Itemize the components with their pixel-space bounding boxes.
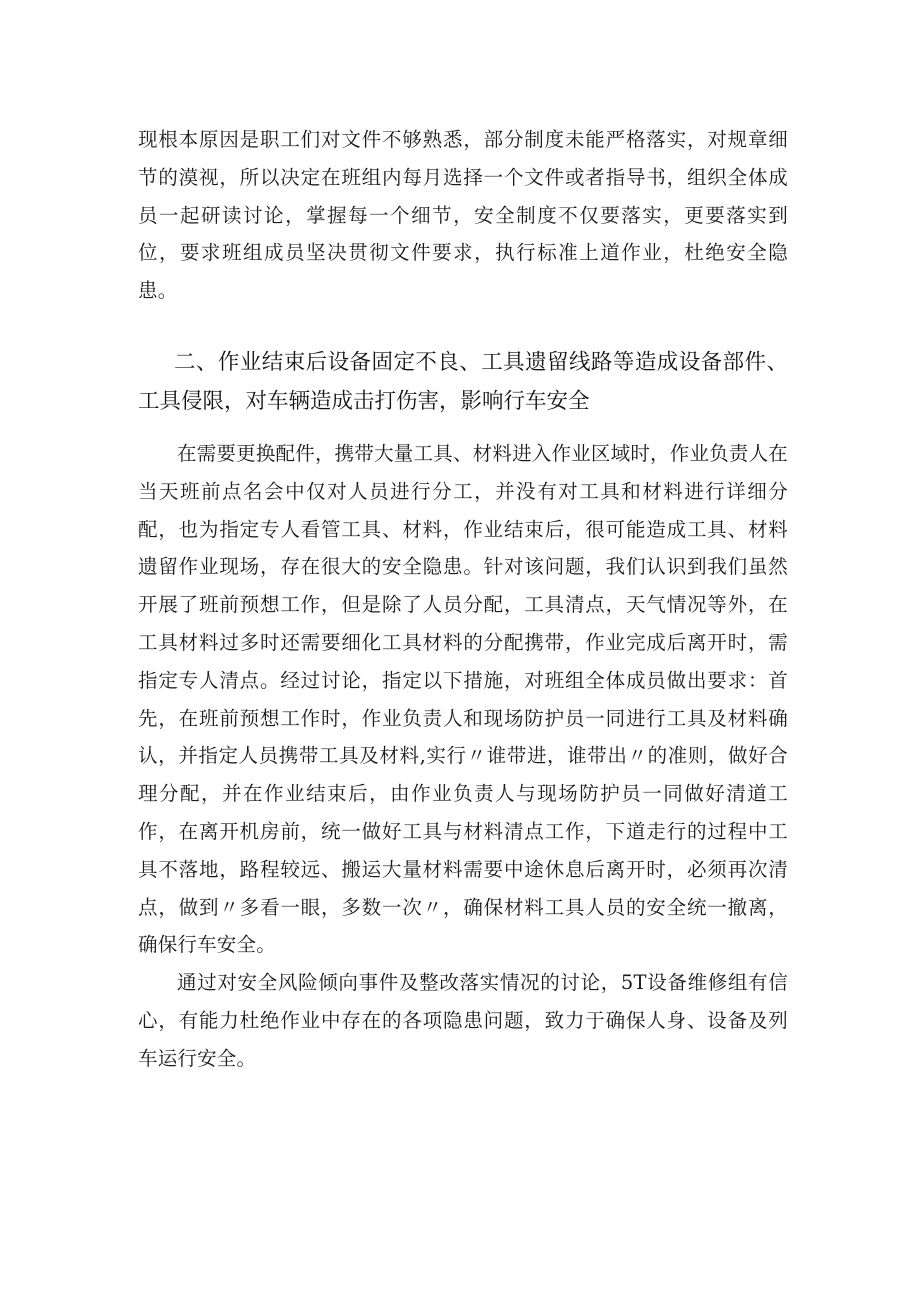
paragraph-continuation: 现根本原因是职工们对文件不够熟悉，部分制度未能严格落实，对规章细节的漠视，所以决定在班组内每月选择一个文件或者指导书，组织全体成员一起研读讨论，掌握每一个细节，安全制度不仅要落实，更要落实到位，要求班组成员坚决贯彻文件要求，执行标准上道作业，杜绝安全隐患。 — [138, 128, 788, 303]
paragraph-tools-measures: 在需要更换配件，携带大量工具、材料进入作业区域时，作业负责人在当天班前点名会中仅对人员进行分工，并没有对工具和材料进行详细分配，也为指定专人看管工具、材料，作业结束后，很可能造成工具、材料遗留作业现场，存在很大的安全隐患。针对该问题，我们认识到我们虽然开展了班前预想工作，但是除了人员分配，工具清点，天气情况等外，在工具材料过多时还需要细化工具材料的分配携带，作业完成后离开时，需指定专人清点。经过讨论，指定以下措施，对班组全体成员做出要求：首先，在班前预想工作时，作业负责人和现场防护员一同进行工具及材料确认，并指定人员携带工具及材料,实行〃谁带进，谁带出〃的准则，做好合理分配，并在作业结束后，由作业负责人与现场防护员一同做好清道工作，在离开机房前，统一做好工具与材料清点工作，下道走行的过程中工具不落地，路程较远、搬运大量材料需要中途休息后离开时，必须再次清点，做到〃多看一眼，多数一次〃，确保材料工具人员的安全统一撤离，确保行车安全。 — [138, 441, 788, 957]
document-body — [138, 121, 788, 1078]
paragraph-conclusion: 通过对安全风险倾向事件及整改落实情况的讨论，5T设备维修组有信心，有能力杜绝作业中存在的各项隐患问题，致力于确保人身、设备及列车运行安全。 — [138, 971, 788, 1070]
section-heading-2: 二、作业结束后设备固定不良、工具遗留线路等造成设备部件、工具侵限，对车辆造成击打伤害，影响行车安全 — [138, 349, 788, 414]
